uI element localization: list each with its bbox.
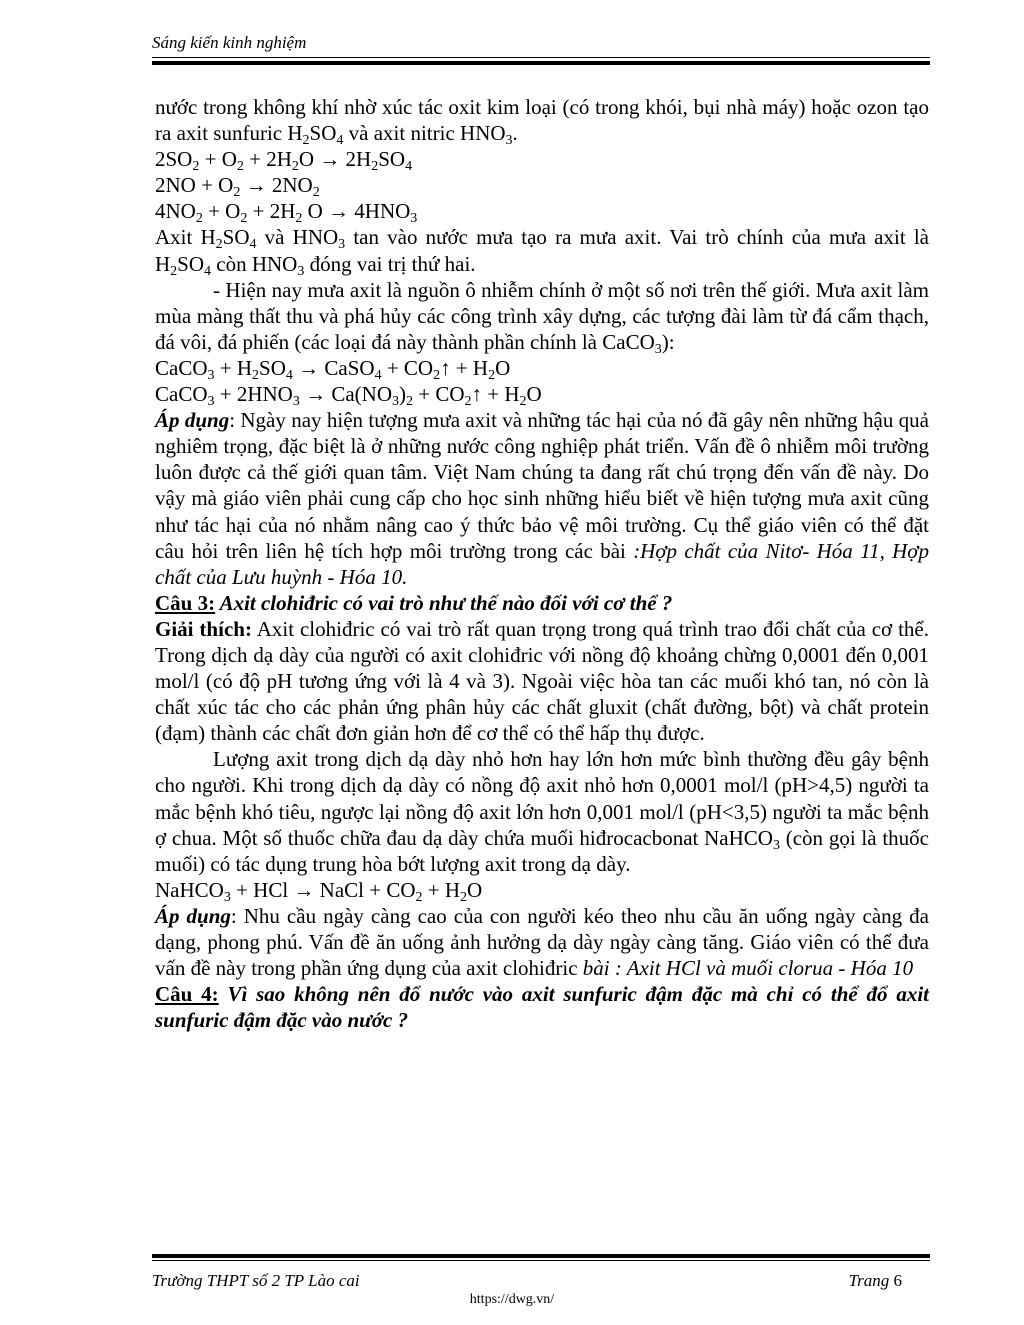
document-body: [155, 94, 929, 1033]
paragraph: Áp dụng: Ngày nay hiện tượng mưa axit và những tác hại của nó đã gây nên những hậu quả nghiêm trọng, đặc biệt là ở những nước công nghiệp phát triển. Vấn đề ô nhiễm môi trường luôn được cả thế giới quan tâm. Việt Nam chúng ta đang rất chú trọng đến vấn đề này. Do vậy mà giáo viên phải cung cấp cho học sinh những hiểu biết về hiện tượng mưa axit cũng như tác hại của nó nhằm nâng cao ý thức bảo vệ môi trường. Cụ thể giáo viên có thể đặt câu hỏi trên liên hệ tích hợp môi trường trong các bài :Hợp chất của Nitơ- Hóa 11, Hợp chất của Lưu huỳnh - Hóa 10.: [155, 408, 929, 589]
equation: CaCO$_3$ + $2HNO_3 \to Ca(NO_3)_2$ + $CO_2↑ + H_2O$: [155, 382, 542, 410]
equation: CaCO$_3$ + $H_2SO_4$ → CaSO$_4$ + $CO_2↑ + H_2O$: [155, 355, 511, 383]
footer-page: Trang 6: [848, 1271, 902, 1290]
header-rule-thin: [152, 57, 930, 58]
equation: $2SO_2 + O_2 + 2H_2O \to 2H_2SO_4$: [155, 147, 413, 175]
footer-school: Trường THPT số 2 TP Lào cai: [152, 1271, 360, 1290]
paragraph: Lượng axit trong dịch dạ dày nhỏ hơn hay lớn hơn mức bình thường đều gây bệnh cho người. Khi trong dịch dạ dày có nồng độ axit nhỏ hơn 0,0001 mol/l (pH>4,5) người ta mắc bệnh khó tiêu, ngược lại nồng độ axit lớn hơn 0,001 mol/l (pH<3,5) người ta mắc bệnh ợ chua. Một số thuốc chữa đau dạ dày chứa muối hiđrocacbonat NaHCO$_3$ (còn gọi là thuốc muối) có tác dụng trung hòa bớt lượng axit trong dạ dày.: [155, 747, 929, 876]
paragraph: Axit $H_2SO_4$ và $HNO_3$ tan vào nước mưa tạo ra mưa axit. Vai trò chính của mưa axit là $H_2SO_4$ còn $HNO_3$ đóng vai trị thứ hai.: [155, 225, 929, 279]
paragraph: Áp dụng: Nhu cầu ngày càng cao của con người kéo theo nhu cầu ăn uống ngày càng đa dạng, phong phú. Vấn đề ăn uống ảnh hưởng dạ dày ngày càng tăng. Giáo viên có thể đưa vấn đề này trong phần ứng dụng của axit clohiđric bài : Axit HCl và muối clorua - Hóa 10: [155, 903, 929, 981]
paragraph: nước trong không khí nhờ xúc tác oxit kim loại (có trong khói, bụi nhà máy) hoặc ozon tạo ra axit sunfuric $H_2SO_4$ và axit nitric $HNO_3$.: [155, 95, 929, 149]
page-header-title: Sáng kiến kinh nghiệm: [152, 33, 307, 52]
question-3: Câu 3: Axit clohiđric có vai trò như thế nào đối với cơ thể ?: [155, 590, 673, 615]
equation: $4NO_2 + O_2 + 2H_2$ $O \to 4HNO_3$: [155, 199, 418, 227]
apdung-label: Áp dụng: [155, 408, 230, 433]
paragraph: Giải thích: Axit clohiđric có vai trò rất quan trọng trong quá trình trao đổi chất của cơ thể. Trong dịch dạ dày của người có axit clohiđric với nồng độ khoảng chừng 0,0001 đến 0,001 mol/l (có độ pH tương ứng với là 4 và 3). Ngoài việc hòa tan các muối khó tan, nó còn là chất xúc tác cho các phản ứng phân hủy các chất gluxit (chất đường, bột) và chất protein (đạm) thành các chất đơn giản hơn để cơ thể có thể hấp thụ được.: [155, 616, 929, 746]
equation: NaHCO$_3$ + HCl → NaCl + $CO_2 + H_2O$: [155, 877, 483, 905]
apdung-label: Áp dụng: [155, 903, 231, 928]
header-rule-thick: [152, 61, 930, 65]
question-4: Câu 4: Vì sao không nên đổ nước vào axit sunfuric đậm đặc mà chỉ có thể đổ axit sunfuric đậm đặc vào nước ?: [155, 982, 929, 1033]
paragraph: - Hiện nay mưa axit là nguồn ô nhiễm chính ở một số nơi trên thế giới. Mưa axit làm mùa màng thất thu và phá hủy các công trình xây dựng, các tượng đài làm từ đá cẩm thạch, đá vôi, đá phiến (các loại đá này thành phần chính là CaCO$_3$):: [155, 277, 929, 357]
equation: $2NO + O_2 \to 2NO_2$: [155, 173, 320, 201]
footer-url: https://dwg.vn/: [469, 1292, 555, 1307]
footer-rule-thick: [152, 1254, 930, 1258]
footer-rule-thin: [152, 1260, 930, 1261]
